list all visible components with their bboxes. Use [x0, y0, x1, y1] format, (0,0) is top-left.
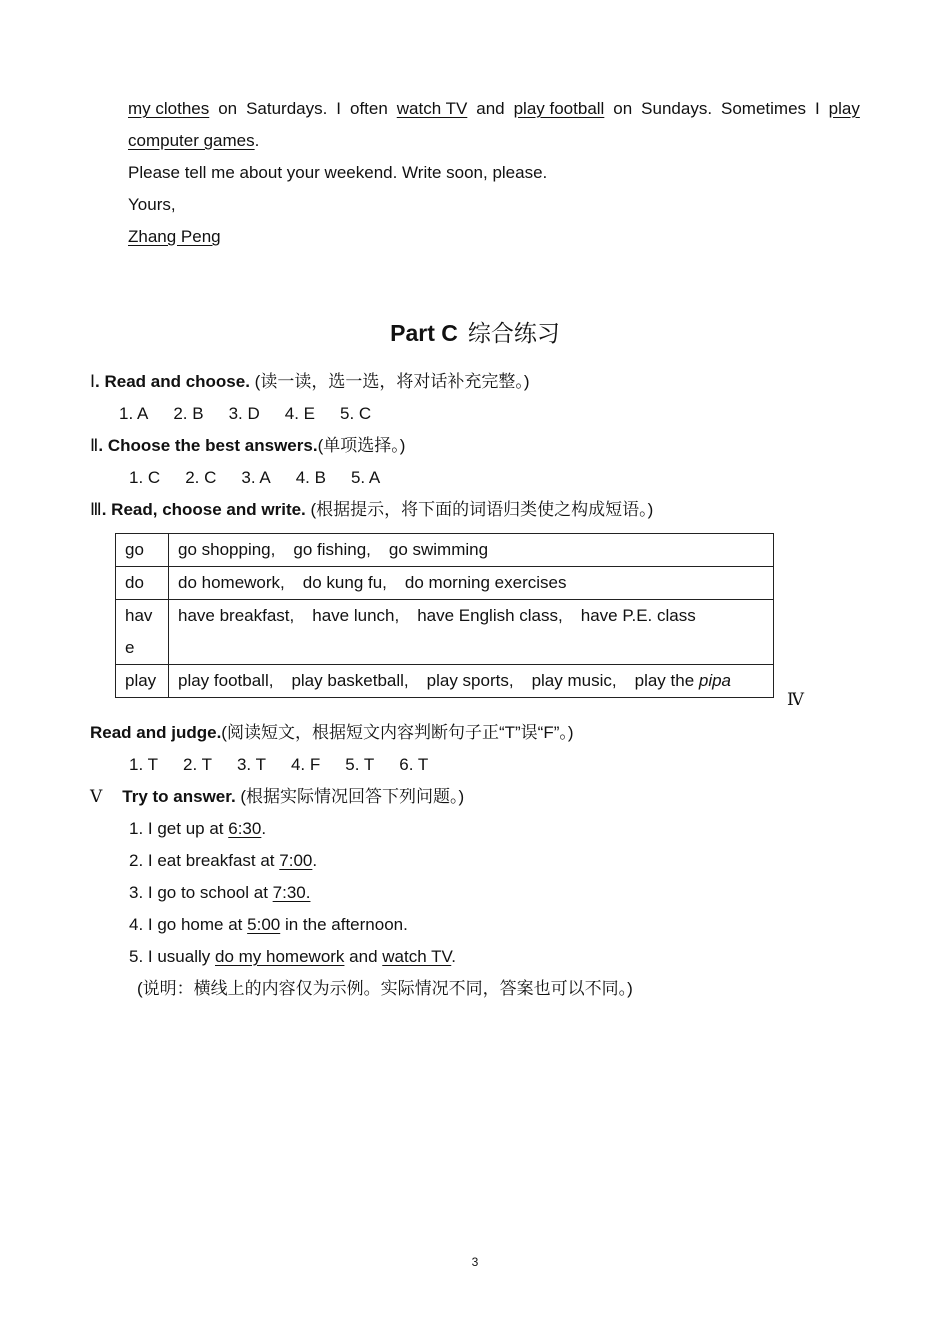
phrase: go fishing, — [293, 540, 371, 559]
table-cell-word: go — [116, 534, 169, 567]
answer-text: . — [312, 851, 318, 870]
answer: 3. D — [228, 404, 260, 423]
phrase: play basketball, — [291, 671, 409, 690]
section-4-numeral: Ⅳ — [787, 690, 804, 710]
answer-blank: 6:30 — [228, 819, 262, 838]
answer-text: . — [451, 947, 456, 966]
table-row — [116, 665, 774, 698]
punctuation: . — [254, 131, 260, 150]
word-part: e — [125, 638, 135, 657]
word: on — [218, 99, 238, 118]
section-2-answers — [129, 466, 405, 490]
answer-text: 5. I usually — [129, 947, 215, 966]
section-3-heading — [90, 498, 653, 522]
section-numeral: Ⅰ — [90, 372, 96, 391]
table-cell-word: do — [116, 567, 169, 600]
word: and — [476, 99, 505, 118]
page-title — [0, 318, 950, 349]
table-row — [116, 567, 774, 600]
section-numeral: Ⅲ — [90, 500, 102, 519]
table-cell-phrases — [169, 665, 774, 698]
letter-closing: Yours, — [128, 195, 176, 214]
section-instruction: (读一读，选一选，将对话补充完整。) — [249, 372, 530, 391]
table-cell-phrases — [169, 534, 774, 567]
phrase: go shopping, — [178, 540, 276, 559]
phrase: have lunch, — [312, 606, 400, 625]
answer-blank: 7:00 — [279, 851, 313, 870]
table-row — [116, 534, 774, 567]
phrase: play football, — [178, 671, 274, 690]
answer-text: . — [261, 819, 267, 838]
phrase: have P.E. class — [580, 606, 696, 625]
section-2-heading — [90, 434, 405, 458]
title-cn: 综合练习 — [467, 321, 560, 347]
word: I — [814, 99, 820, 118]
section-label: . Read and choose. — [95, 372, 250, 391]
section-instruction: (根据提示，将下面的词语归类使之构成短语。) — [305, 500, 654, 519]
word: my clothes — [128, 99, 210, 118]
phrase-last — [635, 671, 731, 690]
phrase-prefix: play the — [634, 671, 699, 690]
answer: 4. F — [290, 755, 321, 774]
answer: 4. B — [295, 468, 326, 487]
answer: 2. C — [185, 468, 217, 487]
letter-signature — [128, 225, 221, 249]
section-label: Try to answer. — [122, 787, 236, 806]
signature-name: Zhang Peng — [128, 227, 221, 246]
note: (说明：横线上的内容仅为示例。实际情况不同，答案也可以不同。) — [137, 979, 633, 998]
answer: 1. T — [129, 755, 158, 774]
phrase: do morning exercises — [404, 573, 567, 592]
letter-line-1 — [128, 97, 860, 121]
word: Sometimes — [721, 99, 807, 118]
word: Sundays. — [641, 99, 713, 118]
section-numeral: Ⅱ — [90, 436, 99, 455]
answer: 5. T — [345, 755, 375, 774]
section-instruction: (根据实际情况回答下列问题。) — [235, 787, 465, 806]
answer-text: 2. I eat breakfast at — [129, 851, 280, 870]
phrase: have English class, — [417, 606, 563, 625]
answer-line — [129, 881, 310, 905]
answer: 2. T — [182, 755, 212, 774]
answer: 1. A — [119, 404, 149, 423]
phrase: do kung fu, — [302, 573, 387, 592]
section-instruction: (单项选择。) — [317, 436, 406, 455]
word: watch TV — [396, 99, 468, 118]
phrase-italic: pipa — [698, 671, 732, 690]
answer-line — [129, 849, 317, 873]
section-1-answers — [119, 402, 396, 426]
answer: 5. C — [340, 404, 372, 423]
phrase: play music, — [531, 671, 617, 690]
answer: 1. C — [129, 468, 161, 487]
word: Saturdays. — [246, 99, 328, 118]
letter-line-2 — [128, 129, 259, 153]
section-label: . Read, choose and write. — [101, 500, 306, 519]
answer: 2. B — [173, 404, 204, 423]
answer: 3. A — [241, 468, 271, 487]
phrase: go swimming — [388, 540, 489, 559]
answer: 6. T — [399, 755, 429, 774]
phrase-table — [115, 533, 774, 698]
answer-line — [129, 817, 266, 841]
word-part: hav — [125, 606, 153, 625]
phrase: do homework, — [178, 573, 285, 592]
answer-text: in the afternoon. — [280, 915, 408, 934]
answer-text: and — [344, 947, 383, 966]
table-cell-phrases — [169, 600, 774, 665]
table-row — [116, 600, 774, 665]
phrase: play sports, — [426, 671, 514, 690]
answer-text: 3. I go to school at — [129, 883, 273, 902]
answer-text: 1. I get up at — [129, 819, 229, 838]
answer-blank: 7:30. — [272, 883, 311, 902]
answer-blank: do my homework — [215, 947, 345, 966]
answer-blank: watch TV — [382, 947, 452, 966]
underlined-text: computer games — [128, 131, 255, 150]
answer-text: 4. I go home at — [129, 915, 248, 934]
word: often — [349, 99, 388, 118]
section-4-heading — [90, 721, 574, 745]
section-label: Read and judge. — [90, 723, 222, 742]
phrase: have breakfast, — [178, 606, 295, 625]
table-cell-word — [116, 600, 169, 665]
section-numeral: Ⅴ — [90, 787, 103, 807]
answer-blank: 5:00 — [247, 915, 281, 934]
answer: 3. T — [236, 755, 266, 774]
answer: 4. E — [284, 404, 315, 423]
title-en: Part C — [390, 320, 458, 346]
section-5-heading — [90, 785, 464, 809]
word: on — [613, 99, 633, 118]
answer-line — [129, 913, 408, 937]
section-1-heading — [90, 370, 530, 394]
table-cell-word: play — [116, 665, 169, 698]
letter-line-3: Please tell me about your weekend. Write soon, please. — [128, 163, 548, 182]
word: I — [336, 99, 342, 118]
answer-line — [129, 945, 456, 969]
word: play — [828, 99, 860, 118]
word: play football — [513, 99, 605, 118]
section-label: . Choose the best answers. — [98, 436, 318, 455]
answer: 5. A — [350, 468, 381, 487]
table-cell-phrases — [169, 567, 774, 600]
section-instruction: (阅读短文，根据短文内容判断句子正“T”误“F”。) — [221, 723, 574, 742]
page-number: 3 — [471, 1255, 479, 1269]
section-4-answers — [129, 753, 453, 777]
